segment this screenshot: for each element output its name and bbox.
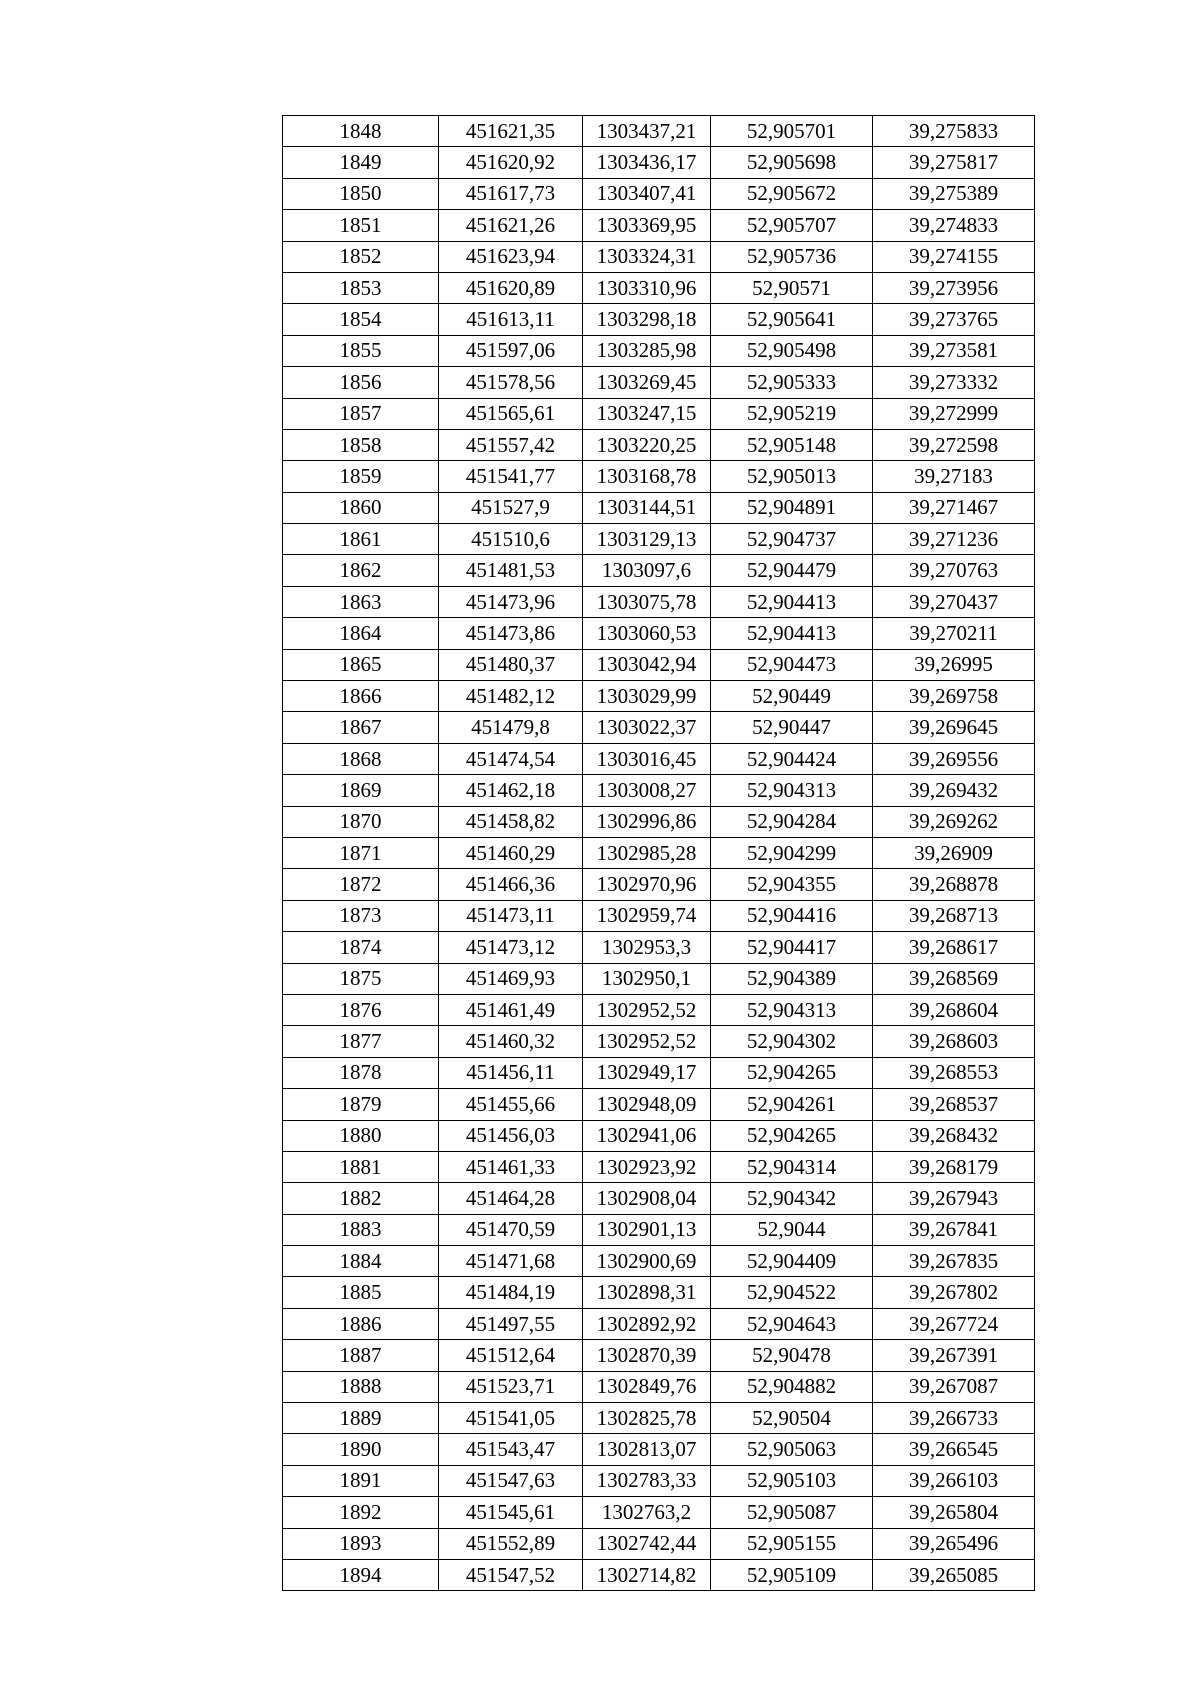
latitude-cell: 52,905013: [711, 461, 873, 492]
point-number-cell: 1849: [283, 147, 439, 178]
point-number-cell: 1854: [283, 304, 439, 335]
x-coordinate-cell: 451623,94: [439, 241, 583, 272]
latitude-cell: 52,905148: [711, 429, 873, 460]
latitude-cell: 52,90447: [711, 712, 873, 743]
y-coordinate-cell: 1302901,13: [583, 1214, 711, 1245]
latitude-cell: 52,904424: [711, 743, 873, 774]
point-number-cell: 1851: [283, 210, 439, 241]
latitude-cell: 52,904302: [711, 1026, 873, 1057]
point-number-cell: 1853: [283, 272, 439, 303]
point-number-cell: 1875: [283, 963, 439, 994]
longitude-cell: 39,267835: [873, 1246, 1035, 1277]
y-coordinate-cell: 1303437,21: [583, 116, 711, 147]
y-coordinate-cell: 1302783,33: [583, 1465, 711, 1496]
table-row: [283, 1434, 1035, 1465]
x-coordinate-cell: 451473,96: [439, 586, 583, 617]
x-coordinate-cell: 451557,42: [439, 429, 583, 460]
coordinates-table: [282, 115, 1035, 1591]
point-number-cell: 1848: [283, 116, 439, 147]
longitude-cell: 39,270763: [873, 555, 1035, 586]
point-number-cell: 1874: [283, 932, 439, 963]
y-coordinate-cell: 1303022,37: [583, 712, 711, 743]
longitude-cell: 39,273581: [873, 335, 1035, 366]
y-coordinate-cell: 1302950,1: [583, 963, 711, 994]
x-coordinate-cell: 451543,47: [439, 1434, 583, 1465]
latitude-cell: 52,904882: [711, 1371, 873, 1402]
x-coordinate-cell: 451458,82: [439, 806, 583, 837]
longitude-cell: 39,274833: [873, 210, 1035, 241]
latitude-cell: 52,90449: [711, 681, 873, 712]
y-coordinate-cell: 1303060,53: [583, 618, 711, 649]
longitude-cell: 39,269432: [873, 775, 1035, 806]
x-coordinate-cell: 451617,73: [439, 178, 583, 209]
table-row: [283, 775, 1035, 806]
y-coordinate-cell: 1302923,92: [583, 1151, 711, 1182]
latitude-cell: 52,904313: [711, 994, 873, 1025]
table-row: [283, 272, 1035, 303]
latitude-cell: 52,905155: [711, 1528, 873, 1559]
point-number-cell: 1859: [283, 461, 439, 492]
longitude-cell: 39,266545: [873, 1434, 1035, 1465]
latitude-cell: 52,904342: [711, 1183, 873, 1214]
latitude-cell: 52,904261: [711, 1089, 873, 1120]
point-number-cell: 1887: [283, 1340, 439, 1371]
x-coordinate-cell: 451470,59: [439, 1214, 583, 1245]
y-coordinate-cell: 1302949,17: [583, 1057, 711, 1088]
longitude-cell: 39,273765: [873, 304, 1035, 335]
table-row: [283, 304, 1035, 335]
longitude-cell: 39,270437: [873, 586, 1035, 617]
latitude-cell: 52,905701: [711, 116, 873, 147]
x-coordinate-cell: 451481,53: [439, 555, 583, 586]
point-number-cell: 1889: [283, 1403, 439, 1434]
x-coordinate-cell: 451547,63: [439, 1465, 583, 1496]
x-coordinate-cell: 451512,64: [439, 1340, 583, 1371]
x-coordinate-cell: 451479,8: [439, 712, 583, 743]
longitude-cell: 39,27183: [873, 461, 1035, 492]
point-number-cell: 1877: [283, 1026, 439, 1057]
table-row: [283, 586, 1035, 617]
y-coordinate-cell: 1303016,45: [583, 743, 711, 774]
table-row: [283, 555, 1035, 586]
y-coordinate-cell: 1303247,15: [583, 398, 711, 429]
point-number-cell: 1871: [283, 837, 439, 868]
point-number-cell: 1876: [283, 994, 439, 1025]
x-coordinate-cell: 451613,11: [439, 304, 583, 335]
latitude-cell: 52,904417: [711, 932, 873, 963]
table-row: [283, 1089, 1035, 1120]
x-coordinate-cell: 451620,92: [439, 147, 583, 178]
table-row: [283, 743, 1035, 774]
coordinates-table-body: [283, 116, 1035, 1591]
x-coordinate-cell: 451456,03: [439, 1120, 583, 1151]
point-number-cell: 1867: [283, 712, 439, 743]
longitude-cell: 39,267841: [873, 1214, 1035, 1245]
point-number-cell: 1879: [283, 1089, 439, 1120]
table-row: [283, 649, 1035, 680]
x-coordinate-cell: 451473,86: [439, 618, 583, 649]
x-coordinate-cell: 451523,71: [439, 1371, 583, 1402]
x-coordinate-cell: 451471,68: [439, 1246, 583, 1277]
y-coordinate-cell: 1302996,86: [583, 806, 711, 837]
latitude-cell: 52,904416: [711, 900, 873, 931]
y-coordinate-cell: 1302742,44: [583, 1528, 711, 1559]
latitude-cell: 52,905333: [711, 367, 873, 398]
point-number-cell: 1883: [283, 1214, 439, 1245]
x-coordinate-cell: 451510,6: [439, 524, 583, 555]
x-coordinate-cell: 451541,05: [439, 1403, 583, 1434]
latitude-cell: 52,905707: [711, 210, 873, 241]
x-coordinate-cell: 451545,61: [439, 1497, 583, 1528]
point-number-cell: 1872: [283, 869, 439, 900]
latitude-cell: 52,904299: [711, 837, 873, 868]
x-coordinate-cell: 451497,55: [439, 1308, 583, 1339]
table-row: [283, 1371, 1035, 1402]
latitude-cell: 52,904413: [711, 618, 873, 649]
point-number-cell: 1863: [283, 586, 439, 617]
table-row: [283, 1528, 1035, 1559]
longitude-cell: 39,267724: [873, 1308, 1035, 1339]
x-coordinate-cell: 451473,12: [439, 932, 583, 963]
y-coordinate-cell: 1302908,04: [583, 1183, 711, 1214]
longitude-cell: 39,268569: [873, 963, 1035, 994]
table-row: [283, 1026, 1035, 1057]
y-coordinate-cell: 1302825,78: [583, 1403, 711, 1434]
y-coordinate-cell: 1302714,82: [583, 1559, 711, 1590]
table-row: [283, 618, 1035, 649]
x-coordinate-cell: 451621,26: [439, 210, 583, 241]
latitude-cell: 52,905698: [711, 147, 873, 178]
latitude-cell: 52,904313: [711, 775, 873, 806]
point-number-cell: 1852: [283, 241, 439, 272]
latitude-cell: 52,904522: [711, 1277, 873, 1308]
latitude-cell: 52,904737: [711, 524, 873, 555]
longitude-cell: 39,272999: [873, 398, 1035, 429]
y-coordinate-cell: 1303168,78: [583, 461, 711, 492]
y-coordinate-cell: 1302900,69: [583, 1246, 711, 1277]
y-coordinate-cell: 1303269,45: [583, 367, 711, 398]
latitude-cell: 52,905498: [711, 335, 873, 366]
y-coordinate-cell: 1302952,52: [583, 994, 711, 1025]
point-number-cell: 1880: [283, 1120, 439, 1151]
y-coordinate-cell: 1303324,31: [583, 241, 711, 272]
y-coordinate-cell: 1303369,95: [583, 210, 711, 241]
point-number-cell: 1864: [283, 618, 439, 649]
point-number-cell: 1870: [283, 806, 439, 837]
longitude-cell: 39,268604: [873, 994, 1035, 1025]
longitude-cell: 39,269556: [873, 743, 1035, 774]
y-coordinate-cell: 1303097,6: [583, 555, 711, 586]
x-coordinate-cell: 451565,61: [439, 398, 583, 429]
point-number-cell: 1862: [283, 555, 439, 586]
latitude-cell: 52,904643: [711, 1308, 873, 1339]
point-number-cell: 1892: [283, 1497, 439, 1528]
longitude-cell: 39,272598: [873, 429, 1035, 460]
y-coordinate-cell: 1303029,99: [583, 681, 711, 712]
y-coordinate-cell: 1302941,06: [583, 1120, 711, 1151]
y-coordinate-cell: 1303436,17: [583, 147, 711, 178]
table-row: [283, 147, 1035, 178]
y-coordinate-cell: 1303042,94: [583, 649, 711, 680]
latitude-cell: 52,904265: [711, 1120, 873, 1151]
longitude-cell: 39,268432: [873, 1120, 1035, 1151]
y-coordinate-cell: 1303310,96: [583, 272, 711, 303]
table-row: [283, 712, 1035, 743]
longitude-cell: 39,268878: [873, 869, 1035, 900]
point-number-cell: 1888: [283, 1371, 439, 1402]
x-coordinate-cell: 451541,77: [439, 461, 583, 492]
longitude-cell: 39,265804: [873, 1497, 1035, 1528]
x-coordinate-cell: 451621,35: [439, 116, 583, 147]
point-number-cell: 1885: [283, 1277, 439, 1308]
x-coordinate-cell: 451460,32: [439, 1026, 583, 1057]
point-number-cell: 1893: [283, 1528, 439, 1559]
point-number-cell: 1882: [283, 1183, 439, 1214]
longitude-cell: 39,268617: [873, 932, 1035, 963]
table-row: [283, 1340, 1035, 1371]
longitude-cell: 39,265496: [873, 1528, 1035, 1559]
table-row: [283, 492, 1035, 523]
table-row: [283, 1214, 1035, 1245]
latitude-cell: 52,905087: [711, 1497, 873, 1528]
table-row: [283, 116, 1035, 147]
longitude-cell: 39,266733: [873, 1403, 1035, 1434]
point-number-cell: 1890: [283, 1434, 439, 1465]
point-number-cell: 1873: [283, 900, 439, 931]
longitude-cell: 39,268713: [873, 900, 1035, 931]
point-number-cell: 1861: [283, 524, 439, 555]
y-coordinate-cell: 1302813,07: [583, 1434, 711, 1465]
longitude-cell: 39,267943: [873, 1183, 1035, 1214]
longitude-cell: 39,273956: [873, 272, 1035, 303]
table-row: [283, 932, 1035, 963]
x-coordinate-cell: 451455,66: [439, 1089, 583, 1120]
y-coordinate-cell: 1302970,96: [583, 869, 711, 900]
x-coordinate-cell: 451474,54: [439, 743, 583, 774]
x-coordinate-cell: 451552,89: [439, 1528, 583, 1559]
table-row: [283, 1497, 1035, 1528]
table-row: [283, 994, 1035, 1025]
longitude-cell: 39,268537: [873, 1089, 1035, 1120]
point-number-cell: 1891: [283, 1465, 439, 1496]
table-row: [283, 837, 1035, 868]
latitude-cell: 52,904284: [711, 806, 873, 837]
point-number-cell: 1869: [283, 775, 439, 806]
point-number-cell: 1850: [283, 178, 439, 209]
x-coordinate-cell: 451482,12: [439, 681, 583, 712]
latitude-cell: 52,9044: [711, 1214, 873, 1245]
latitude-cell: 52,905103: [711, 1465, 873, 1496]
longitude-cell: 39,271236: [873, 524, 1035, 555]
longitude-cell: 39,26909: [873, 837, 1035, 868]
x-coordinate-cell: 451480,37: [439, 649, 583, 680]
y-coordinate-cell: 1302898,31: [583, 1277, 711, 1308]
table-row: [283, 398, 1035, 429]
latitude-cell: 52,904355: [711, 869, 873, 900]
longitude-cell: 39,269645: [873, 712, 1035, 743]
y-coordinate-cell: 1303008,27: [583, 775, 711, 806]
x-coordinate-cell: 451527,9: [439, 492, 583, 523]
longitude-cell: 39,274155: [873, 241, 1035, 272]
point-number-cell: 1884: [283, 1246, 439, 1277]
x-coordinate-cell: 451462,18: [439, 775, 583, 806]
x-coordinate-cell: 451473,11: [439, 900, 583, 931]
x-coordinate-cell: 451597,06: [439, 335, 583, 366]
longitude-cell: 39,267087: [873, 1371, 1035, 1402]
table-row: [283, 1151, 1035, 1182]
x-coordinate-cell: 451461,33: [439, 1151, 583, 1182]
longitude-cell: 39,268553: [873, 1057, 1035, 1088]
x-coordinate-cell: 451456,11: [439, 1057, 583, 1088]
latitude-cell: 52,904479: [711, 555, 873, 586]
x-coordinate-cell: 451466,36: [439, 869, 583, 900]
y-coordinate-cell: 1302953,3: [583, 932, 711, 963]
x-coordinate-cell: 451484,19: [439, 1277, 583, 1308]
table-row: [283, 1277, 1035, 1308]
latitude-cell: 52,904409: [711, 1246, 873, 1277]
table-row: [283, 963, 1035, 994]
table-row: [283, 178, 1035, 209]
x-coordinate-cell: 451461,49: [439, 994, 583, 1025]
table-row: [283, 869, 1035, 900]
y-coordinate-cell: 1302985,28: [583, 837, 711, 868]
point-number-cell: 1881: [283, 1151, 439, 1182]
point-number-cell: 1886: [283, 1308, 439, 1339]
table-row: [283, 1403, 1035, 1434]
point-number-cell: 1858: [283, 429, 439, 460]
y-coordinate-cell: 1302952,52: [583, 1026, 711, 1057]
y-coordinate-cell: 1302849,76: [583, 1371, 711, 1402]
latitude-cell: 52,905063: [711, 1434, 873, 1465]
table-row: [283, 367, 1035, 398]
table-row: [283, 1183, 1035, 1214]
latitude-cell: 52,905672: [711, 178, 873, 209]
longitude-cell: 39,270211: [873, 618, 1035, 649]
table-row: [283, 241, 1035, 272]
latitude-cell: 52,904473: [711, 649, 873, 680]
y-coordinate-cell: 1302959,74: [583, 900, 711, 931]
y-coordinate-cell: 1303075,78: [583, 586, 711, 617]
table-row: [283, 524, 1035, 555]
table-row: [283, 461, 1035, 492]
y-coordinate-cell: 1303298,18: [583, 304, 711, 335]
y-coordinate-cell: 1302870,39: [583, 1340, 711, 1371]
y-coordinate-cell: 1302892,92: [583, 1308, 711, 1339]
table-row: [283, 681, 1035, 712]
point-number-cell: 1855: [283, 335, 439, 366]
y-coordinate-cell: 1303129,13: [583, 524, 711, 555]
latitude-cell: 52,905736: [711, 241, 873, 272]
latitude-cell: 52,90571: [711, 272, 873, 303]
latitude-cell: 52,904265: [711, 1057, 873, 1088]
table-row: [283, 1057, 1035, 1088]
x-coordinate-cell: 451547,52: [439, 1559, 583, 1590]
point-number-cell: 1894: [283, 1559, 439, 1590]
y-coordinate-cell: 1303285,98: [583, 335, 711, 366]
latitude-cell: 52,905641: [711, 304, 873, 335]
longitude-cell: 39,269758: [873, 681, 1035, 712]
point-number-cell: 1866: [283, 681, 439, 712]
y-coordinate-cell: 1303407,41: [583, 178, 711, 209]
table-row: [283, 335, 1035, 366]
y-coordinate-cell: 1303144,51: [583, 492, 711, 523]
longitude-cell: 39,267391: [873, 1340, 1035, 1371]
latitude-cell: 52,904389: [711, 963, 873, 994]
x-coordinate-cell: 451620,89: [439, 272, 583, 303]
table-row: [283, 806, 1035, 837]
y-coordinate-cell: 1302948,09: [583, 1089, 711, 1120]
longitude-cell: 39,273332: [873, 367, 1035, 398]
x-coordinate-cell: 451460,29: [439, 837, 583, 868]
table-row: [283, 1246, 1035, 1277]
longitude-cell: 39,268179: [873, 1151, 1035, 1182]
latitude-cell: 52,904891: [711, 492, 873, 523]
table-row: [283, 1559, 1035, 1590]
longitude-cell: 39,268603: [873, 1026, 1035, 1057]
longitude-cell: 39,271467: [873, 492, 1035, 523]
point-number-cell: 1868: [283, 743, 439, 774]
longitude-cell: 39,269262: [873, 806, 1035, 837]
x-coordinate-cell: 451464,28: [439, 1183, 583, 1214]
longitude-cell: 39,275389: [873, 178, 1035, 209]
point-number-cell: 1865: [283, 649, 439, 680]
y-coordinate-cell: 1303220,25: [583, 429, 711, 460]
latitude-cell: 52,905219: [711, 398, 873, 429]
longitude-cell: 39,265085: [873, 1559, 1035, 1590]
longitude-cell: 39,267802: [873, 1277, 1035, 1308]
longitude-cell: 39,275817: [873, 147, 1035, 178]
latitude-cell: 52,90504: [711, 1403, 873, 1434]
x-coordinate-cell: 451469,93: [439, 963, 583, 994]
longitude-cell: 39,26995: [873, 649, 1035, 680]
table-row: [283, 900, 1035, 931]
table-row: [283, 210, 1035, 241]
x-coordinate-cell: 451578,56: [439, 367, 583, 398]
longitude-cell: 39,275833: [873, 116, 1035, 147]
point-number-cell: 1878: [283, 1057, 439, 1088]
table-row: [283, 1120, 1035, 1151]
table-row: [283, 429, 1035, 460]
table-row: [283, 1465, 1035, 1496]
point-number-cell: 1857: [283, 398, 439, 429]
latitude-cell: 52,905109: [711, 1559, 873, 1590]
longitude-cell: 39,266103: [873, 1465, 1035, 1496]
latitude-cell: 52,904413: [711, 586, 873, 617]
point-number-cell: 1860: [283, 492, 439, 523]
latitude-cell: 52,90478: [711, 1340, 873, 1371]
point-number-cell: 1856: [283, 367, 439, 398]
table-row: [283, 1308, 1035, 1339]
latitude-cell: 52,904314: [711, 1151, 873, 1182]
y-coordinate-cell: 1302763,2: [583, 1497, 711, 1528]
